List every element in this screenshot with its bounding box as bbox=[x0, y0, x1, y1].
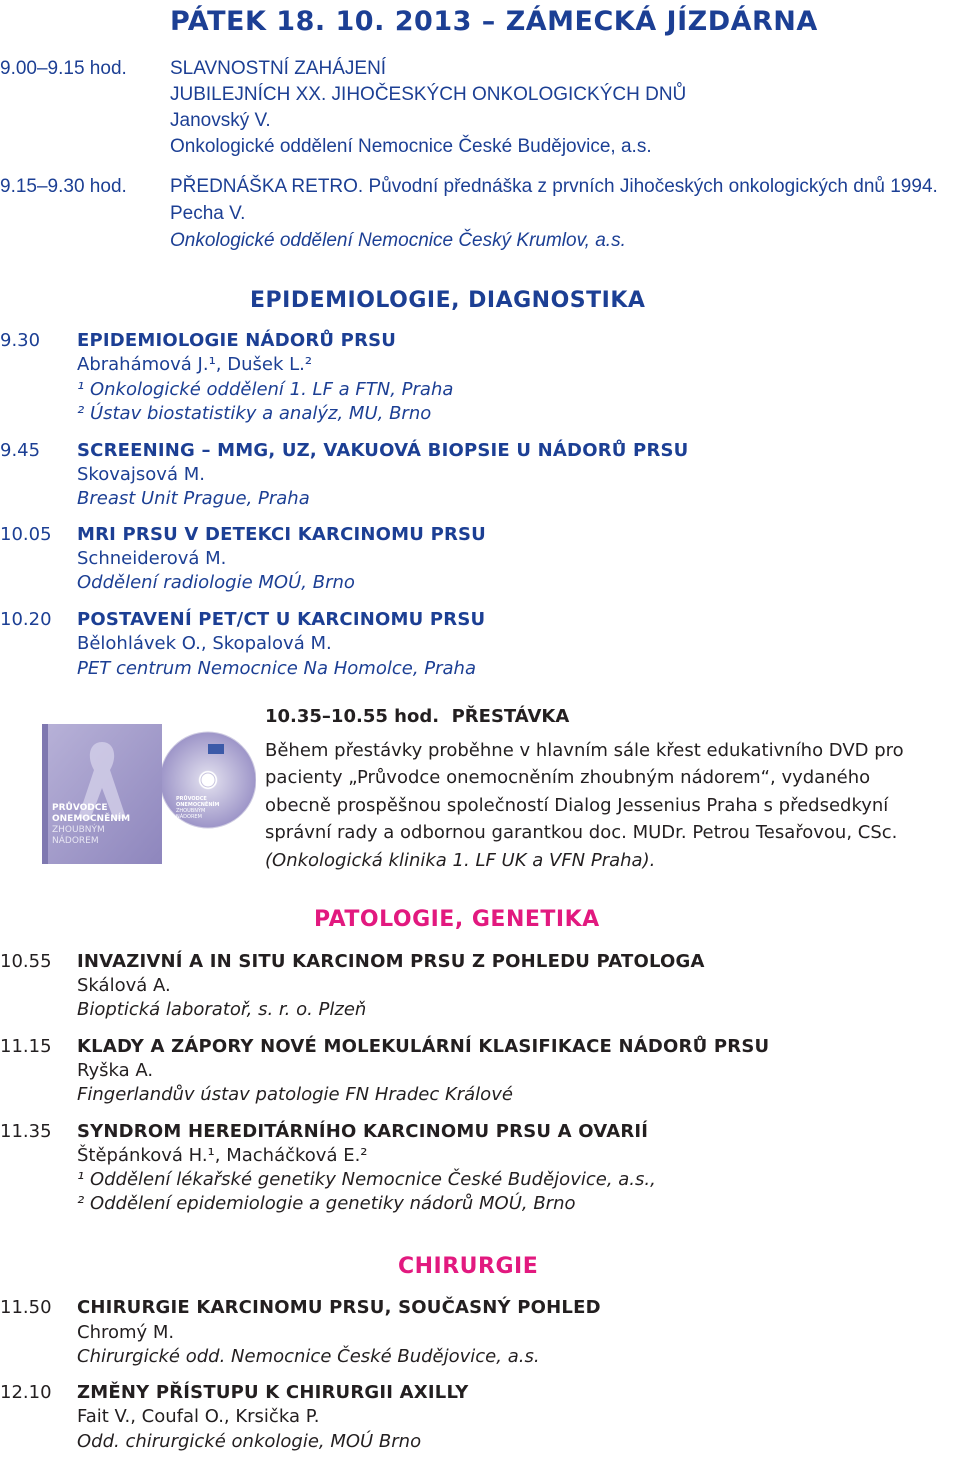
disc-logo-icon bbox=[208, 744, 224, 754]
program-institution: PET centrum Nemocnice Na Homolce, Praha bbox=[77, 658, 476, 679]
dvd-disc-text: ONEMOCNĚNÍM bbox=[176, 802, 220, 808]
program-title: KLADY A ZÁPORY NOVÉ MOLEKULÁRNÍ KLASIFIKACE NÁDORŮ PRSU bbox=[77, 1036, 770, 1057]
program-time: 12.10 bbox=[0, 1382, 52, 1403]
program-author: Schneiderová M. bbox=[77, 548, 227, 569]
opening-2-author: Pecha V. bbox=[170, 203, 246, 224]
program-time: 9.45 bbox=[0, 440, 41, 461]
program-author: Skálová A. bbox=[77, 975, 171, 996]
program-title: EPIDEMIOLOGIE NÁDORŮ PRSU bbox=[77, 330, 397, 351]
dvd-cover-text: ZHOUBNÝM bbox=[52, 825, 105, 835]
program-time: 10.20 bbox=[0, 609, 52, 630]
program-author: Fait V., Coufal O., Krsička P. bbox=[77, 1406, 320, 1427]
program-author: Skovajsová M. bbox=[77, 464, 205, 485]
program-institution: Fingerlandův ústav patologie FN Hradec Králové bbox=[77, 1084, 513, 1105]
break-line: pacienty „Průvodce onemocněním zhoubným nádorem“, vydaného bbox=[265, 767, 871, 789]
break-time: 10.35–10.55 hod. bbox=[265, 706, 440, 727]
program-title: CHIRURGIE KARCINOMU PRSU, SOUČASNÝ POHLED bbox=[77, 1297, 601, 1318]
program-institution: Oddělení radiologie MOÚ, Brno bbox=[77, 572, 355, 593]
program-time: 10.05 bbox=[0, 524, 52, 545]
dvd-cover-text: PRŮVODCE bbox=[52, 803, 108, 813]
opening-2-title-line bbox=[170, 176, 938, 198]
section-heading-epidemiology: EPIDEMIOLOGIE, DIAGNOSTIKA bbox=[250, 288, 646, 313]
program-title: MRI PRSU V DETEKCI KARCINOMU PRSU bbox=[77, 524, 486, 545]
dvd-disc-text: NÁDOREM bbox=[176, 814, 202, 820]
opening-1-institution: Onkologické oddělení Nemocnice České Budějovice, a.s. bbox=[170, 136, 652, 157]
program-institution: Breast Unit Prague, Praha bbox=[77, 488, 310, 509]
section-heading-surgery: CHIRURGIE bbox=[398, 1254, 539, 1279]
opening-1-time-text: 9.00–9.15 hod. bbox=[0, 58, 127, 79]
program-institution: Chirurgické odd. Nemocnice České Budějovice, a.s. bbox=[77, 1346, 540, 1367]
program-institution: Bioptická laboratoř, s. r. o. Plzeň bbox=[77, 999, 367, 1020]
break-description bbox=[265, 737, 960, 874]
dvd-cover-text: ONEMOCNĚNÍM bbox=[52, 814, 131, 824]
section-heading-pathology: PATOLOGIE, GENETIKA bbox=[314, 907, 600, 932]
opening-1-time bbox=[0, 58, 127, 80]
program-author: Ryška A. bbox=[77, 1060, 154, 1081]
break-line: správní rady a odbornou garantkou doc. MUDr. Petrou Tesařovou, CSc. bbox=[265, 822, 898, 844]
opening-1-title-1: SLAVNOSTNÍ ZAHÁJENÍ bbox=[170, 58, 387, 79]
break-line: obecně prospěšnou společností Dialog Jessenius Praha s předsedkyní bbox=[265, 794, 889, 816]
program-time: 11.50 bbox=[0, 1297, 52, 1318]
program-institution: ² Oddělení epidemiologie a genetiky nádorů MOÚ, Brno bbox=[77, 1193, 576, 1214]
break-label: PŘESTÁVKA bbox=[451, 706, 570, 727]
program-institution: ¹ Oddělení lékařské genetiky Nemocnice České Budějovice, a.s., bbox=[77, 1169, 656, 1190]
program-time: 11.15 bbox=[0, 1036, 52, 1057]
program-institution: ¹ Onkologické oddělení 1. LF a FTN, Praha bbox=[77, 379, 454, 400]
break-box bbox=[265, 706, 960, 874]
program-author: Abrahámová J.¹, Dušek L.² bbox=[77, 354, 313, 375]
program-title: ZMĚNY PŘÍSTUPU K CHIRURGII AXILLY bbox=[77, 1382, 469, 1403]
program-author: Štěpánková H.¹, Macháčková E.² bbox=[77, 1145, 368, 1166]
dvd-case-spine bbox=[42, 724, 48, 864]
opening-1-title-2: JUBILEJNÍCH XX. JIHOČESKÝCH ONKOLOGICKÝCH DNŮ bbox=[170, 84, 687, 105]
dvd-disc-text: ZHOUBNÝM bbox=[176, 808, 206, 814]
dvd-disc-text: PRŮVODCE bbox=[176, 796, 207, 802]
opening-2-time: 9.15–9.30 hod. bbox=[0, 176, 127, 197]
program-author: Bělohlávek O., Skopalová M. bbox=[77, 633, 332, 654]
dvd-cover-text: NÁDOREM bbox=[52, 836, 99, 846]
program-title: SCREENING – MMG, UZ, VAKUOVÁ BIOPSIE U NÁDORŮ PRSU bbox=[77, 440, 689, 461]
disc-hole bbox=[201, 773, 215, 787]
program-author: Chromý M. bbox=[77, 1322, 175, 1343]
program-institution: ² Ústav biostatistiky a analýz, MU, Brno bbox=[77, 403, 432, 424]
program-title: SYNDROM HEREDITÁRNÍHO KARCINOMU PRSU A OVARIÍ bbox=[77, 1121, 649, 1142]
opening-2-institution: Onkologické oddělení Nemocnice Český Krumlov, a.s. bbox=[170, 230, 626, 251]
program-title: POSTAVENÍ PET/CT U KARCINOMU PRSU bbox=[77, 609, 486, 630]
opening-2-title-rest: Původní přednáška z prvních Jihočeských onkologických dnů 1994. bbox=[368, 176, 938, 197]
program-time: 10.55 bbox=[0, 951, 52, 972]
break-heading bbox=[265, 706, 960, 727]
opening-1-author: Janovský V. bbox=[170, 110, 271, 131]
dvd-cover-image bbox=[38, 722, 256, 868]
break-line: Během přestávky proběhne v hlavním sále křest edukativního DVD pro bbox=[265, 740, 904, 761]
day-title: PÁTEK 18. 10. 2013 – ZÁMECKÁ JÍZDÁRNA bbox=[170, 6, 818, 37]
break-line: (Onkologická klinika 1. LF UK a VFN Praha). bbox=[265, 849, 656, 871]
program-time: 9.30 bbox=[0, 330, 41, 351]
program-time: 11.35 bbox=[0, 1121, 52, 1142]
opening-2-title: PŘEDNÁŠKA RETRO. bbox=[170, 176, 364, 197]
program-institution: Odd. chirurgické onkologie, MOÚ Brno bbox=[77, 1431, 422, 1452]
program-title: INVAZIVNÍ A IN SITU KARCINOM PRSU Z POHLEDU PATOLOGA bbox=[77, 951, 705, 972]
